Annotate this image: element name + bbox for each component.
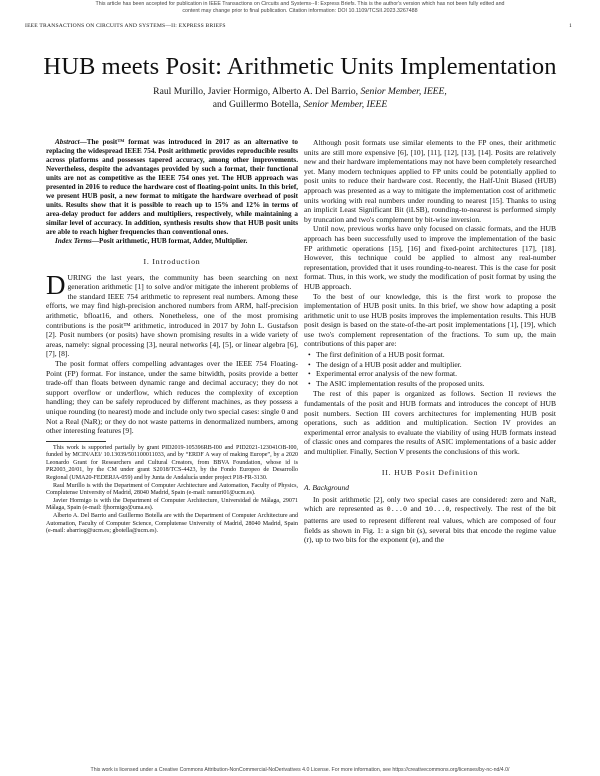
abstract-label: Abstract <box>55 138 80 146</box>
notice-line-2: content may change prior to final publication. Citation information: DOI 10.1109/TCSII.2023.3267488 <box>182 8 418 14</box>
author-names-1: Raul Murillo, Javier Hormigo, Alberto A. Del Barrio, <box>153 86 359 97</box>
notice-line-1: This article has been accepted for publication in IEEE Transactions on Circuits and Systems--II: Express Briefs. This is the author's version which has not been fully edited and <box>95 1 505 7</box>
author-list <box>90 86 510 111</box>
drop-cap: D <box>46 269 66 300</box>
body-paragraph-2: Until now, previous works have only focused on classic formats, and the HUB approach has been successfully used to improve the implementation of the basic FP arithmetic operations [15], [16] and fixed-point architectures [17], [18]. However, this technique could be applied to almost any real-number representation, provided that it uses rounding-to-nearest. This is the case for posit format. Thus, in this work, we study the modification of posit format by using the HUB approach. <box>304 224 556 291</box>
zero-pattern: 0...0 <box>386 506 408 515</box>
journal-name: IEEE TRANSACTIONS ON CIRCUITS AND SYSTEMS—II: EXPRESS BRIEFS <box>25 23 226 29</box>
body-paragraph-4: The rest of this paper is organized as follows. Section II reviews the fundamentals of the posit and HUB formats and introduces the concept of HUB posit numbers. Section III covers architectures for implementing HUB posit operations, such as addition and multiplication. Section IV provides an experimental error analysis to evaluate the viability of using HUB formats instead of classic ones and compares the results of ASIC implementations of a basic adder and multiplier. Finally, Section V presents the conclusions of this work. <box>304 389 556 456</box>
body-paragraph-3: To the best of our knowledge, this is the first work to propose the implementation of HUB posit units. In this brief, we show how adapting a posit arithmetic unit to use HUB posits improves the implementation results. This HUB posit design is based on the state-of-the-art posit implementations [1], [19], which use two's complement representation of the fractions. To sum up, the main contributions of this paper are: <box>304 291 556 349</box>
list-item: • The first definition of a HUB posit format. <box>304 350 556 360</box>
background-paragraph <box>304 495 556 545</box>
paper-title: HUB meets Posit: Arithmetic Units Implementation <box>43 53 557 80</box>
index-terms-label: Index Terms <box>55 237 92 245</box>
running-head <box>25 23 572 29</box>
footnote-funding: This work is supported partially by grant PID2019-105396RB-I00 and PID2021-123041OB-I00, funded by MCIN/AEI/ 10.13039/501100011033, and by “ERDF A way of making Europe”, by a 2020 Leonardo Grant for Researchers and Cultural Creators, from BBVA Foundation, whose id is PR2003_20/01, by the CM under grant S2018/TCS-4423, by the Fondo Europeo de Desarrollo Regional (UMA20-FEDERJA-059) and by Junta de Andalucía under project P18-FR-3130. <box>46 444 298 482</box>
footnote-rule <box>46 441 106 442</box>
abstract-text: —The posit™ format was introduced in 2017 as an alternative to replacing the widespread IEEE 754. Posit arithmetic provides reproducible results across platforms and possesses tapered accuracy, among other improvements. Nevertheless, despite the advantages provided by such a format, their functional units are not as competitive as the IEEE 754 ones yet. The HUB approach was presented in 2016 to reduce the hardware cost of floating-point units. In this brief, we present HUB posit, a new format to mitigate the hardware overhead of posit units. Results show that it is possible to reach up to 15% and 12% in terms of area-delay product for adders and multipliers, respectively, while maintaining a similar level of accuracy. In addition, synthesis results show that HUB posit units are able to reach higher frequencies than conventional ones. <box>46 138 298 236</box>
footnote-author-2: Javier Hormigo is with the Department of Computer Architecture, Universidad de Málaga, 29071 Málaga, Spain (e-mail: fjhormigo@uma.es). <box>46 497 298 512</box>
background-and: and <box>410 504 422 514</box>
author-role-2: Senior Member, IEEE <box>303 98 388 110</box>
author-names-2: and Guillermo Botella, <box>212 98 301 110</box>
index-terms-text: —Posit arithmetic, HUB format, Adder, Multiplier. <box>91 237 248 245</box>
author-role-1: Senior Member, IEEE, <box>360 86 447 97</box>
intro-paragraph-2: The posit format offers compelling advantages over the IEEE 754 Floating-Point (FP) format. For instance, under the same bitwidth, posits provide a better trade-off than floats between dynamic range and decimal accuracy; they do not support overflow or underflow, which reduces the complexity of exception handling; they can be safely reproduced by different machines, as they possess a unique rounding (to nearest) mode and include only two special cases: single 0 and Not a Real (NaR); or they do not waste patterns in denormalized numbers, among other interesting features [9]. <box>46 358 298 436</box>
body-paragraph-1: Although posit formats use similar elements to the FP ones, their arithmetic units are still more expensive [6], [10], [11], [12], [13], [14]. Posits are relatively new and their hardware implementations may not have been completely researched yet. Many modern techniques applied to FP units could be potentially applied to posit units to reduce their hardware cost. Recently, the Half-Unit Biased (HUB) approach was presented as a way to mitigate the implementation cost of arithmetic units working with real numbers under rounding to nearest [15]. Thanks to using an implicit Least Significant Bit (iLSB), rounding-to-nearest is performed simply by truncation and two's complement by bit-wise inversion. <box>304 138 556 224</box>
section-heading-introduction: I. Introduction <box>143 257 201 266</box>
contributions-list <box>304 350 556 388</box>
intro-paragraph-1-text: URING the last years, the community has been searching on next generation arithmetic [1] to solve and/or mitigate the inherent problems of the standard IEEE 754 arithmetic to represent real numbers. Among these efforts, we may find high-precision anchored numbers from ARM, half-precision arithmetic, bfloat16, and others. Nonetheless, one of the most promising contributions is the posit™ arithmetic, introduced in 2017 by John L. Gustafson [2]. Posit numbers (or posits) have shown promising results in a wide variety of areas, namely: signal processing [3], neural networks [4], [5], or linear algebra [6], [7], [8]. <box>46 272 298 359</box>
list-item: • The ASIC implementation results of the proposed units. <box>304 379 556 389</box>
footnote-author-3: Alberto A. Del Barrio and Guillermo Botella are with the Department of Computer Architecture and Automation, Faculty of Computer Science, Complutense University of Madrid, 28040 Madrid, Spain (e-mail: abarriog@ucm.es; gbotella@ucm.es). <box>46 513 298 535</box>
publication-notice <box>0 1 600 15</box>
background-text-1: In posit arithmetic [2], only two special cases are considered: zero and NaR, which are represented as <box>304 494 556 514</box>
footnote-author-1: Raul Murillo is with the Department of Computer Architecture and Automation, Faculty of Physics, Complutense University of Madrid, 28040 Madrid, Spain (e-mail: ramuri01@ucm.es). <box>46 482 298 497</box>
section-heading-hub-posit: II. HUB Posit Definition <box>381 467 479 477</box>
intro-paragraph-1 <box>46 269 298 359</box>
abstract <box>46 138 298 237</box>
nar-pattern: 10...0 <box>424 506 450 515</box>
subsection-heading-background: A. Background <box>304 483 349 493</box>
list-item: • Experimental error analysis of the new format. <box>304 369 556 379</box>
index-terms <box>46 237 298 246</box>
license-footer: This work is licensed under a Creative Commons Attribution-NonCommercial-NoDerivatives 4.0 License. For more information, see https://creativecommons.org/licenses/by-nc-nd/4.0/ <box>90 767 510 773</box>
footnotes <box>46 445 298 536</box>
page-number: 1 <box>569 23 572 29</box>
background-text-2: , respectively. The rest of the bit patterns are used to represent different real values, which are composed of four fields as shown in Fig. 1: a sign bit (s), several bits that encode the regime value (r), up to two bits for the exponent (e), and the <box>304 504 557 545</box>
right-column <box>304 138 556 545</box>
left-column <box>46 138 298 536</box>
list-item: • The design of a HUB posit adder and multiplier. <box>304 360 556 370</box>
